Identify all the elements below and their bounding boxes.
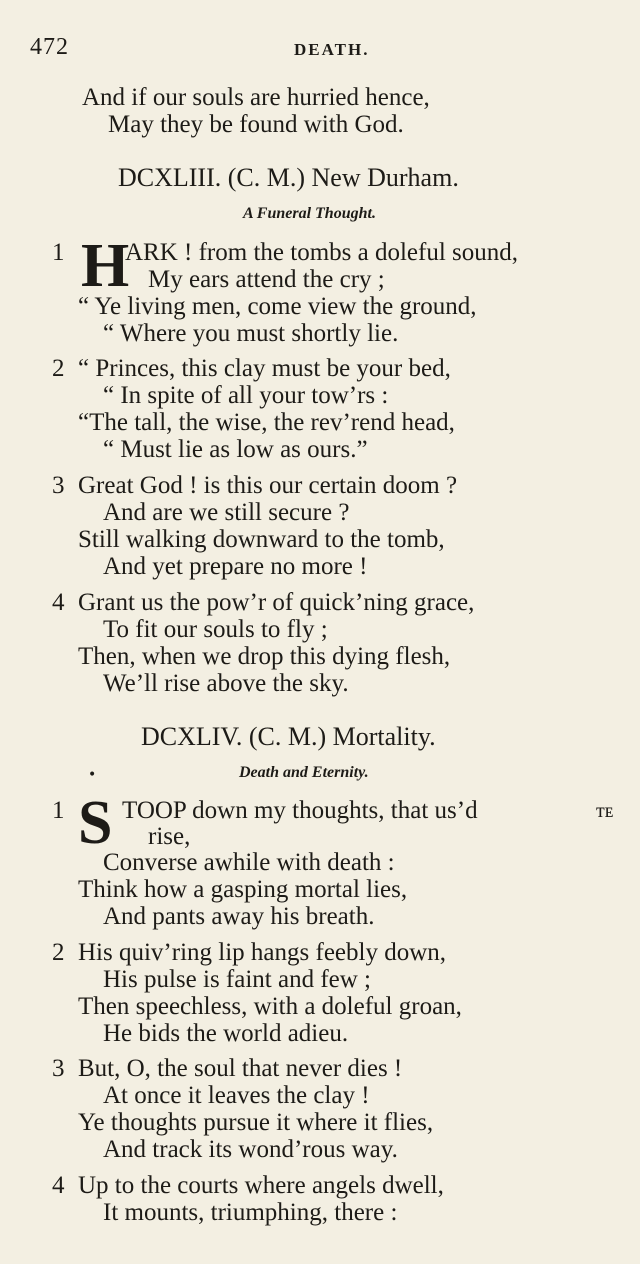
hymn-643-v4-line-1: Grant us the pow’r of quick’ning grace, <box>78 589 475 616</box>
hymn-643-v3-line-3: Still walking downward to the tomb, <box>78 526 445 553</box>
hymn-644-v1-line-1: TOOP down my thoughts, that us’d <box>122 797 478 824</box>
running-title: DEATH. <box>294 40 370 59</box>
hymn-643-v1-line-3: “ Ye living men, come view the ground, <box>78 293 477 320</box>
hymn-644-v2-line-3: Then speechless, with a doleful groan, <box>78 993 462 1020</box>
hymn-643-v3-line-1: Great God ! is this our certain doom ? <box>78 472 458 499</box>
hymn-644-v3-line-3: Ye thoughts pursue it where it flies, <box>78 1109 434 1136</box>
hymn-644-v3-line-4: And track its wond’rous way. <box>103 1136 398 1163</box>
hymn-644-title: DCXLIV. (C. M.) Mortality. <box>141 722 436 751</box>
hymn-643-v3-line-4: And yet prepare no more ! <box>103 553 368 580</box>
hymn-644-v1-line-2: rise, <box>148 823 191 850</box>
hymn-643-title: DCXLIII. (C. M.) New Durham. <box>118 163 459 192</box>
hymn-643-dropcap: H <box>81 232 130 300</box>
hymn-644-v3-line-1: But, O, the soul that never dies ! <box>78 1055 403 1082</box>
hymn-644-subtitle: Death and Eternity. <box>239 764 369 781</box>
hymn-643-v3-line-2: And are we still secure ? <box>103 499 350 526</box>
hymn-644-v2-line-4: He bids the world adieu. <box>103 1020 349 1047</box>
intro-line-2: May they be found with God. <box>108 111 404 138</box>
hymn-644-v4-line-1: Up to the courts where angels dwell, <box>78 1172 444 1199</box>
hymn-644-v4-line-2: It mounts, triumphing, there : <box>103 1199 398 1226</box>
hymn-644-v2-line-2: His pulse is faint and few ; <box>103 966 372 993</box>
hymn-643-v2-line-1: “ Princes, this clay must be your bed, <box>78 355 451 382</box>
hymn-644-margin-mark: ᴛᴇ <box>596 800 614 822</box>
page-number: 472 <box>30 34 69 60</box>
hymn-643-v1-line-1: ARK ! from the tombs a doleful sound, <box>125 239 519 266</box>
hymn-644-v2-line-1: His quiv’ring lip hangs feebly down, <box>78 939 447 966</box>
intro-line-1: And if our souls are hurried hence, <box>82 84 430 111</box>
hymn-644-v1-line-5: And pants away his breath. <box>103 903 375 930</box>
hymn-643-verse-3-number: 3 <box>52 472 65 499</box>
hymn-643-subtitle: A Funeral Thought. <box>243 205 376 222</box>
hymn-643-v4-line-3: Then, when we drop this dying flesh, <box>78 643 451 670</box>
hymn-644-v3-line-2: At once it leaves the clay ! <box>103 1082 370 1109</box>
hymn-644-v1-line-4: Think how a gasping mortal lies, <box>78 876 408 903</box>
hymn-644-v1-line-3: Converse awhile with death : <box>103 849 395 876</box>
hymn-643-v4-line-2: To fit our souls to fly ; <box>103 616 328 643</box>
hymn-643-verse-1-number: 1 <box>52 239 65 266</box>
hymn-644-dropcap: S <box>78 789 113 857</box>
hymn-643-v2-line-2: “ In spite of all your tow’rs : <box>103 382 389 409</box>
hymn-644-verse-4-number: 4 <box>52 1172 65 1199</box>
hymn-643-v4-line-4: We’ll rise above the sky. <box>103 670 349 697</box>
hymn-643-verse-4-number: 4 <box>52 589 65 616</box>
hymn-643-v2-line-4: “ Must lie as low as ours.” <box>103 436 368 463</box>
hymn-643-v2-line-3: “The tall, the wise, the rev’rend head, <box>78 409 455 436</box>
running-head <box>0 34 640 66</box>
hymn-643-v1-line-4: “ Where you must shortly lie. <box>103 320 399 347</box>
hymn-643-verse-2-number: 2 <box>52 355 65 382</box>
ink-speck: • <box>88 767 97 783</box>
hymn-644-verse-1-number: 1 <box>52 797 65 824</box>
hymn-643-v1-line-2: My ears attend the cry ; <box>148 266 385 293</box>
hymn-644-verse-2-number: 2 <box>52 939 65 966</box>
hymn-644-verse-3-number: 3 <box>52 1055 65 1082</box>
